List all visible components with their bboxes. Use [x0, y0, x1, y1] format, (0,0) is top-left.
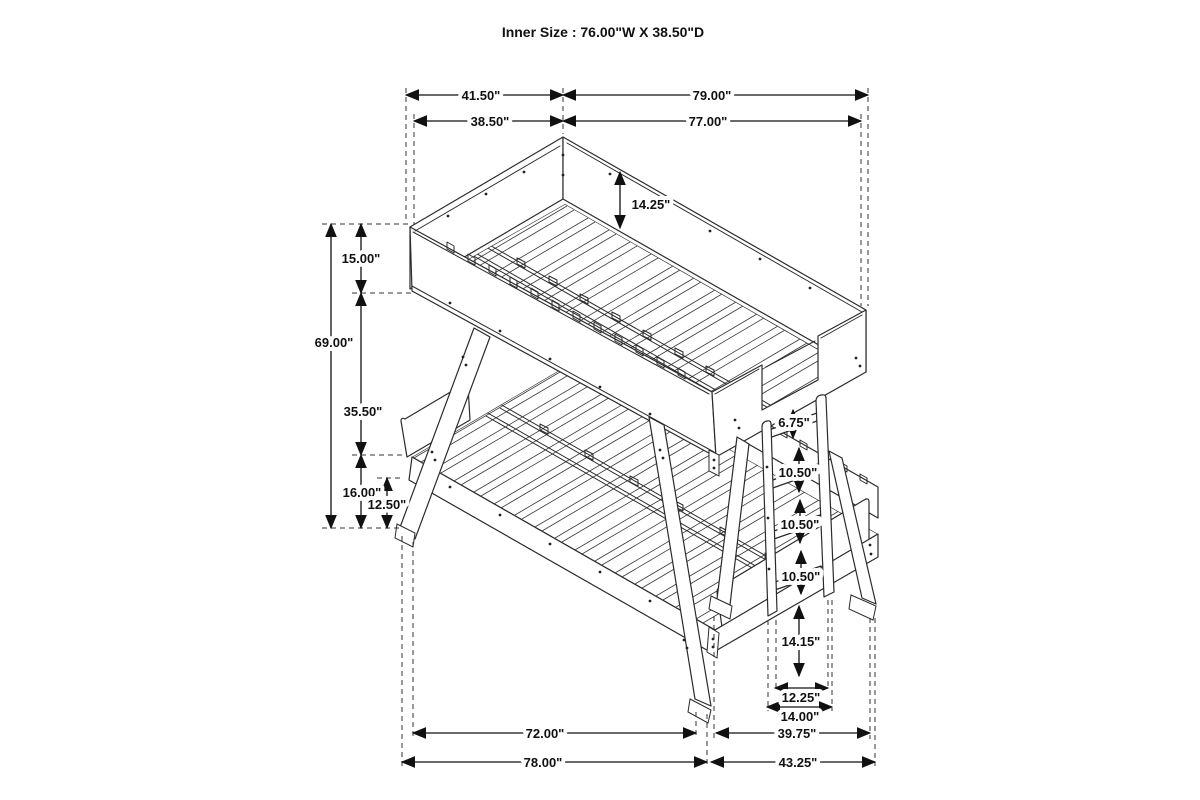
dim-top-width-inner: 38.50" — [470, 114, 510, 129]
dim-base-depth-outer: 43.25" — [778, 755, 818, 770]
dim-base-depth-inner: 39.75" — [777, 726, 817, 741]
dim-ladder-width-outer: 14.00" — [780, 709, 820, 724]
dim-bunk-gap: 35.50" — [343, 404, 383, 419]
dim-guard-rail-height: 14.25" — [631, 197, 671, 212]
dim-ladder-width-inner: 12.25" — [781, 690, 821, 705]
dim-overall-height: 69.00" — [314, 335, 354, 350]
dim-rail-top-height: 15.00" — [341, 251, 381, 266]
dim-top-width-outer: 41.50" — [461, 88, 501, 103]
diagram-title: Inner Size : 76.00"W X 38.50"D — [501, 24, 705, 40]
dim-base-length-inner: 72.00" — [525, 726, 565, 741]
dim-ladder-bottom-gap: 14.15" — [781, 634, 821, 649]
dim-ladder-step-3: 10.50" — [781, 569, 821, 584]
dim-base-length-outer: 78.00" — [523, 755, 563, 770]
dim-top-length-inner: 77.00" — [688, 114, 728, 129]
dim-bottom-clearance: 16.00" — [342, 485, 382, 500]
dim-ladder-top-gap: 6.75" — [778, 415, 810, 430]
dim-top-length-outer: 79.00" — [692, 88, 732, 103]
dim-ladder-step-2: 10.50" — [780, 517, 820, 532]
dim-frame-clearance: 12.50" — [367, 497, 407, 512]
dim-ladder-step-1: 10.50" — [778, 465, 818, 480]
